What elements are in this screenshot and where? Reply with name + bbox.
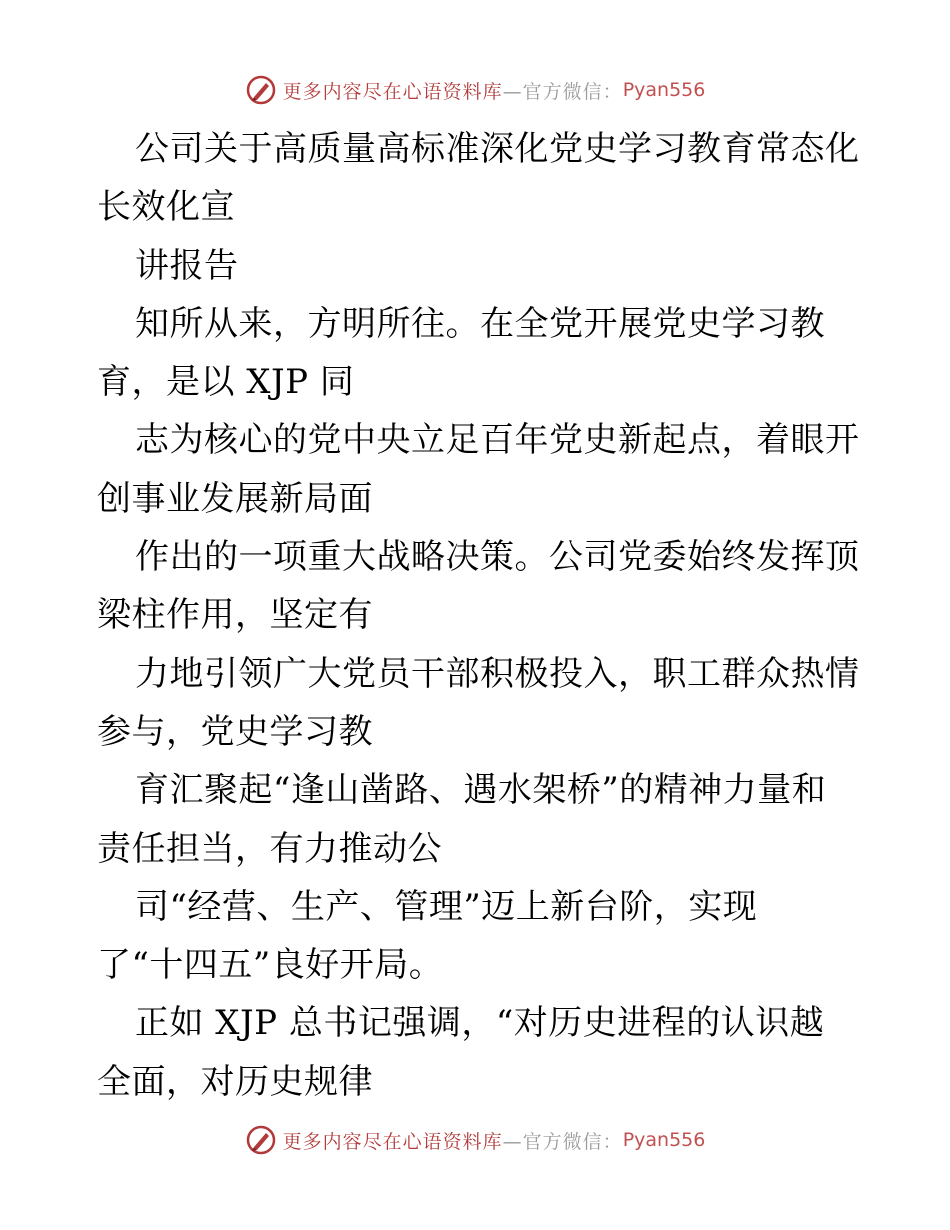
paragraph-line: 知所从来，方明所往。在全党开展党史学习教 xyxy=(135,303,825,344)
title-line-3: 讲报告 xyxy=(135,245,239,286)
paragraph-line: 参与，党史学习教 xyxy=(97,711,373,752)
footer-watermark xyxy=(0,1120,950,1160)
title-line-2: 长效化宣 xyxy=(97,187,235,228)
watermark-site-name: 更多内容尽在心语资料库 xyxy=(282,1130,503,1153)
paragraph-line: 正如 XJP 总书记强调，“对历史进程的认识越 xyxy=(135,1003,825,1044)
watermark-wechat-id: Pyan556 xyxy=(622,1129,706,1151)
paragraph-line: 梁柱作用，坚定有 xyxy=(97,595,373,636)
watermark-wechat-id: Pyan556 xyxy=(622,79,706,101)
paragraph-line: 作出的一项重大战略决策。公司党委始终发挥顶 xyxy=(135,537,860,578)
document-body xyxy=(97,120,860,1111)
paragraph-line: 创事业发展新局面 xyxy=(97,478,373,519)
paragraph-line: 育，是以 XJP 同 xyxy=(97,362,355,403)
pen-logo-icon xyxy=(245,74,277,106)
paragraph-line: 志为核心的党中央立足百年党史新起点，着眼开 xyxy=(135,420,860,461)
paragraph-line: 责任担当，有力推动公 xyxy=(97,828,442,869)
paragraph-line: 司“经营、生产、管理”迈上新台阶，实现 xyxy=(135,886,758,927)
paragraph-line: 力地引领广大党员干部积极投入，职工群众热情 xyxy=(135,653,860,694)
pen-logo-icon xyxy=(245,1124,277,1156)
paragraph-line: 全面，对历史规律 xyxy=(97,1061,373,1102)
title-line-1: 公司关于高质量高标准深化党史学习教育常态化 xyxy=(135,129,860,169)
watermark-wechat-label: —官方微信： xyxy=(502,1130,623,1153)
paragraph-line: 育汇聚起“逢山凿路、遇水架桥”的精神力量和 xyxy=(135,770,827,811)
watermark-site-name: 更多内容尽在心语资料库 xyxy=(282,80,503,103)
header-watermark xyxy=(0,70,950,110)
paragraph-line: 了“十四五”良好开局。 xyxy=(97,945,444,986)
watermark-wechat-label: —官方微信： xyxy=(502,80,623,103)
